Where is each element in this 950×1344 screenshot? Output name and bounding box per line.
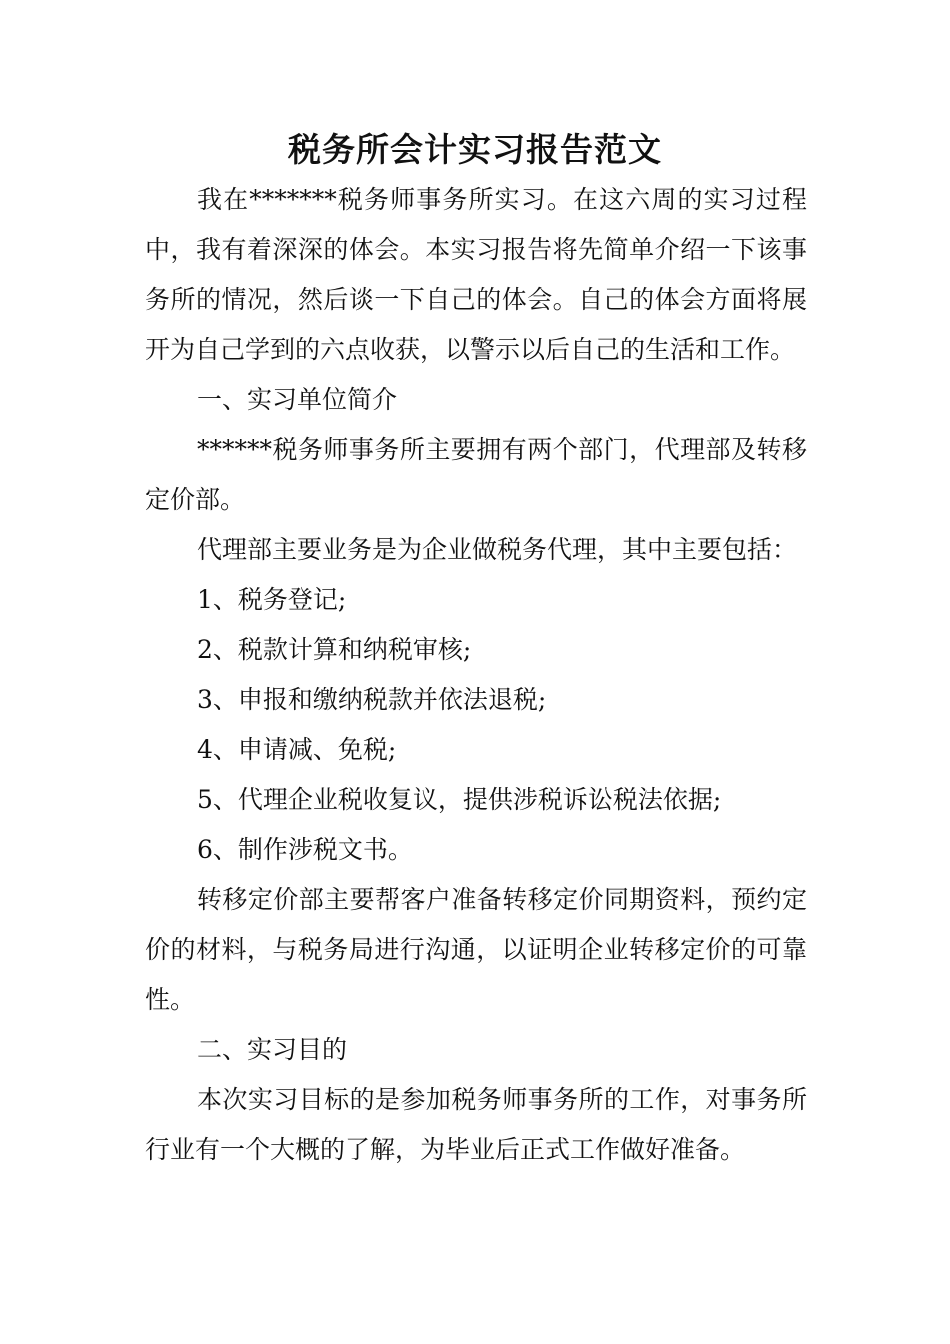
list-item: 6、制作涉税文书。 (197, 835, 413, 864)
section-heading-internship-unit: 一、实习单位简介 (197, 385, 398, 414)
document-body (145, 175, 807, 1175)
agency-dept-paragraph: 代理部主要业务是为企业做税务代理，其中主要包括： (197, 535, 798, 564)
list-item: 4、申请减、免税; (197, 735, 397, 764)
list-item: 1、税务登记; (197, 585, 347, 614)
document-title: 税务所会计实习报告范文 (288, 130, 662, 169)
section-heading-internship-purpose: 二、实习目的 (197, 1035, 348, 1064)
purpose-paragraph: 本次实习目标的是参加税务师事务所的工作，对事务所行业有一个大概的了解，为毕业后正式工作做好准备。 (145, 1085, 807, 1164)
transfer-pricing-paragraph: 转移定价部主要帮客户准备转移定价同期资料，预约定价的材料，与税务局进行沟通，以证明企业转移定价的可靠性。 (145, 885, 807, 1014)
intro-paragraph: 我在*******税务师事务所实习。在这六周的实习过程中，我有着深深的体会。本实习报告将先简单介绍一下该事务所的情况，然后谈一下自己的体会。自己的体会方面将展开为自己学到的六点收获，以警示以后自己的生活和工作。 (145, 185, 807, 364)
firm-departments-paragraph: ******税务师事务所主要拥有两个部门，代理部及转移定价部。 (145, 435, 807, 514)
list-item: 3、申报和缴纳税款并依法退税; (197, 685, 547, 714)
list-item: 2、税款计算和纳税审核; (197, 635, 472, 664)
list-item: 5、代理企业税收复议，提供涉税诉讼税法依据; (197, 785, 722, 814)
